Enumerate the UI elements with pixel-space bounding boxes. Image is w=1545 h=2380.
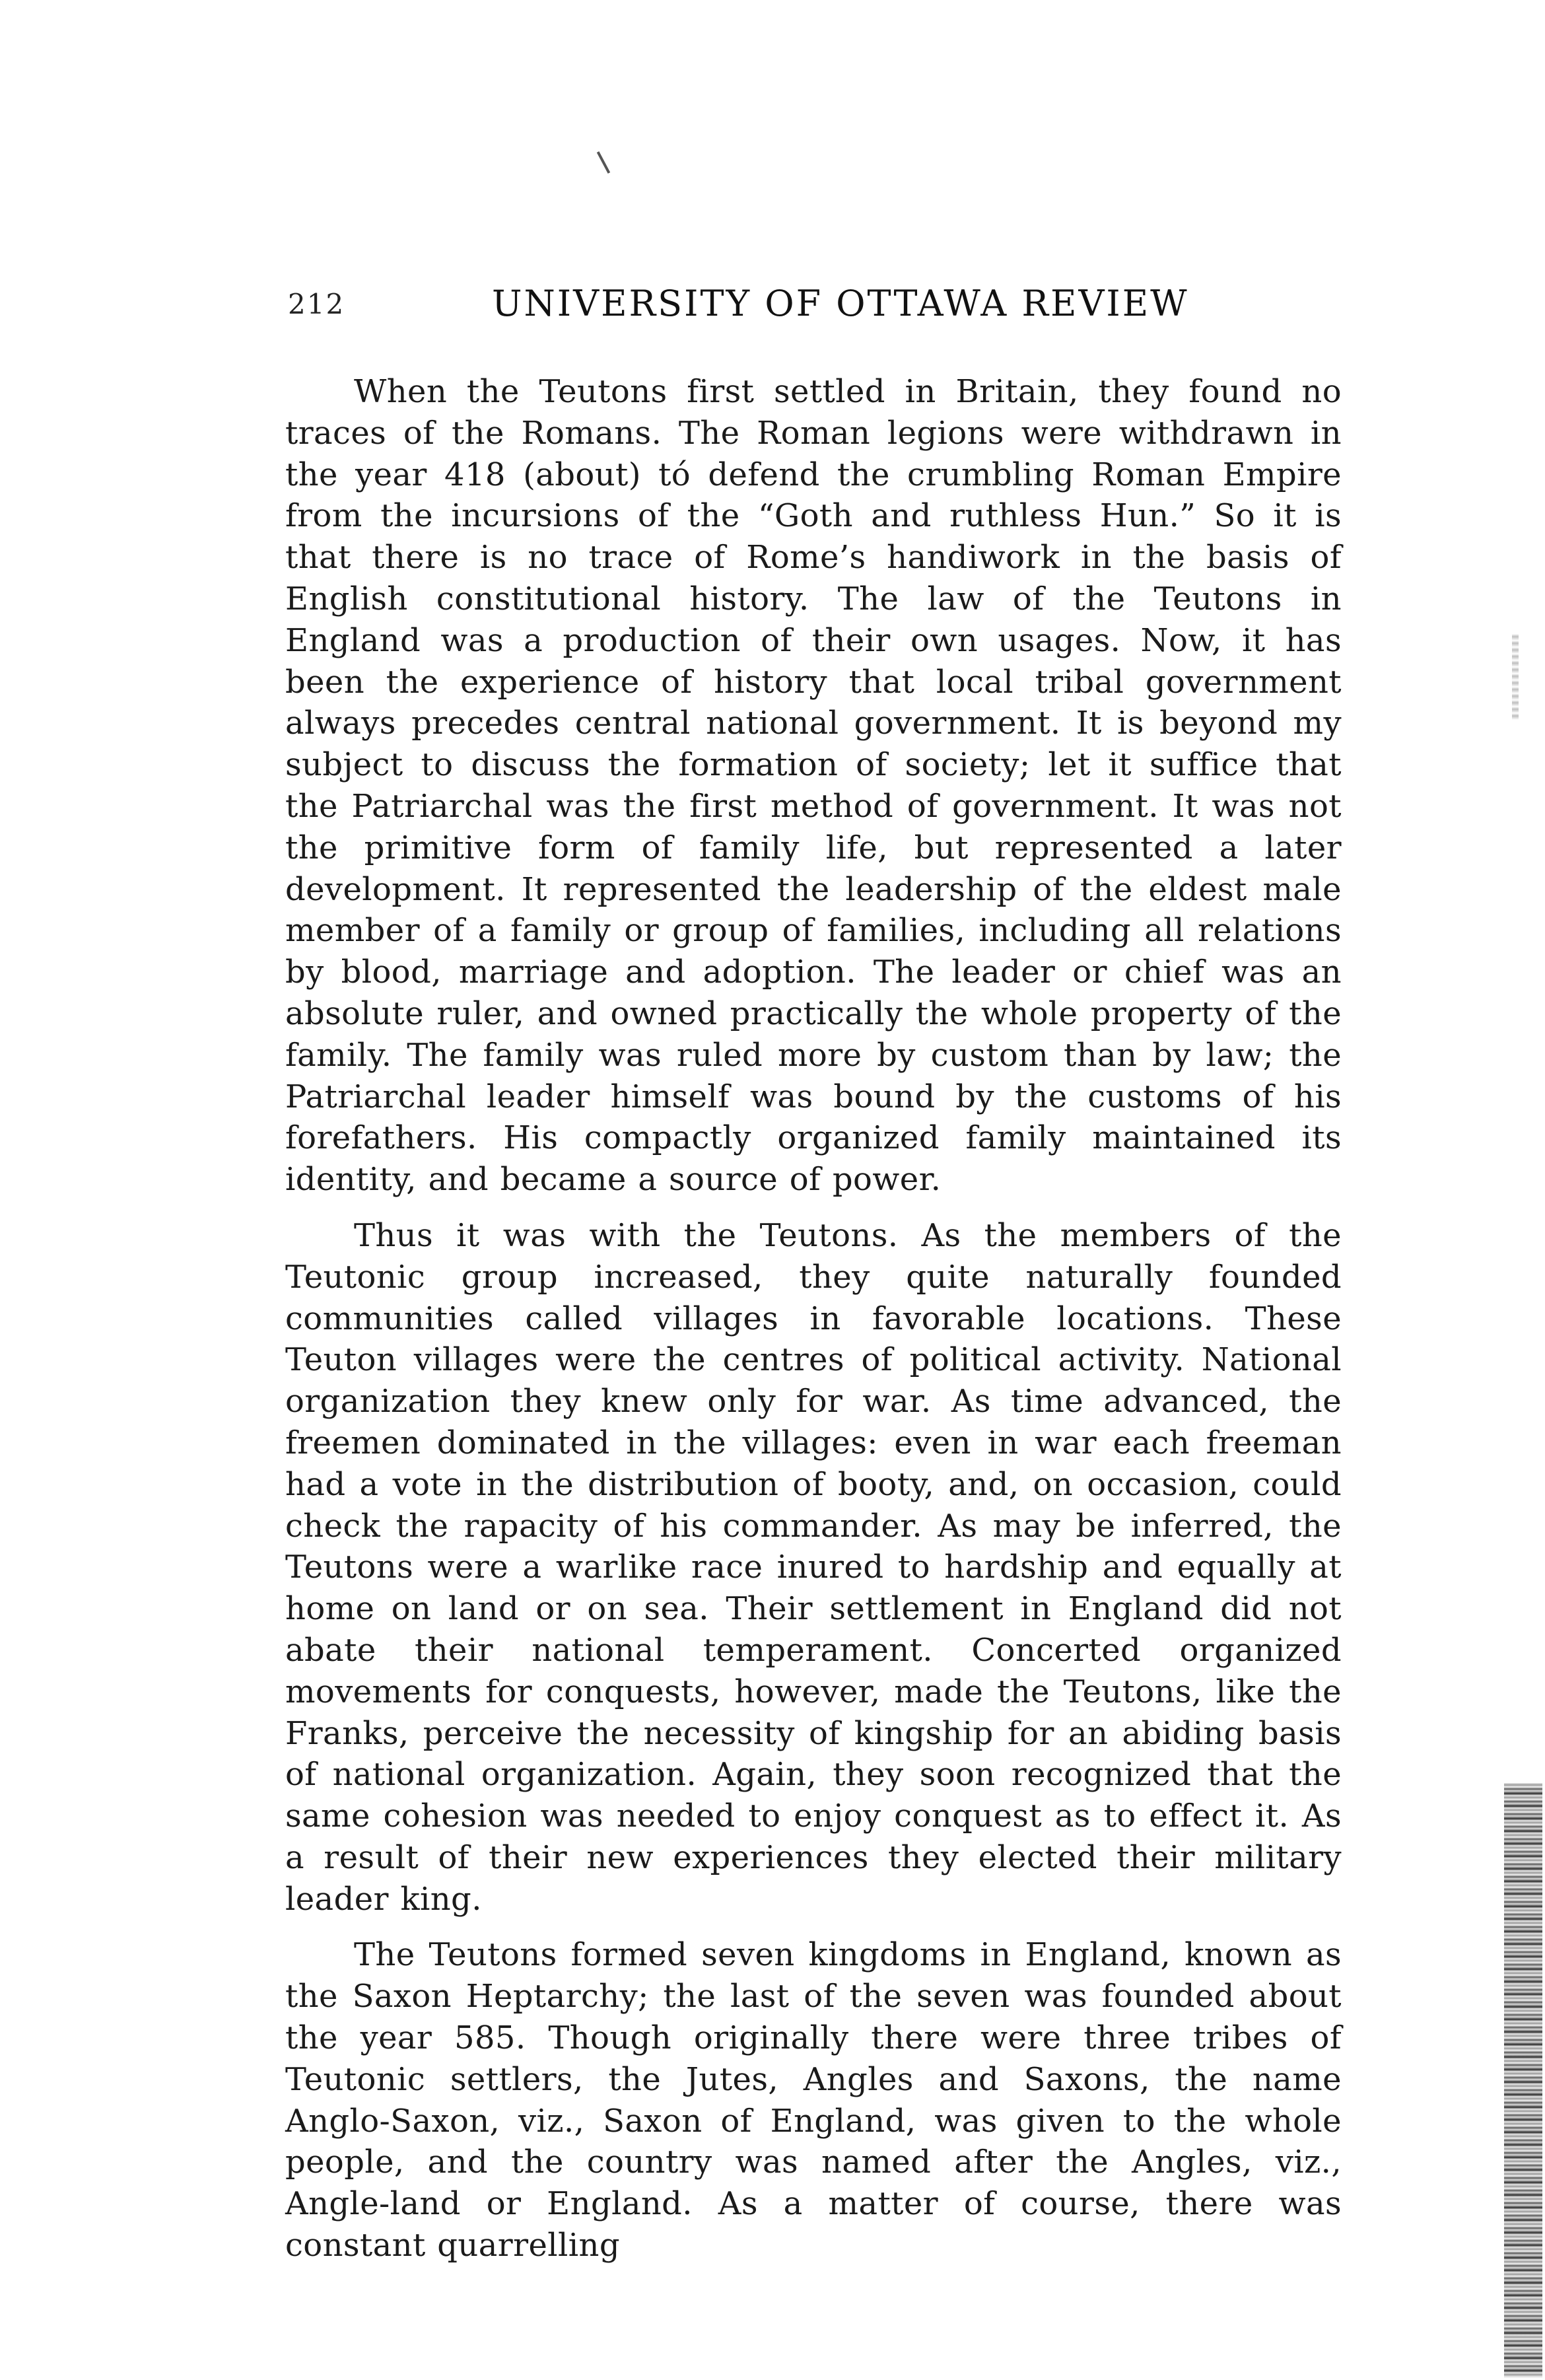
binding-edge-upper-artifact (1512, 634, 1519, 720)
paragraph-teutons-in-britain: When the Teutons first settled in Britain, they found no traces of the Romans. The Roman legions were withdrawn in the year 418 (about) tó defend the crumbling Roman Empire from the incursions of the “Goth and ruthless Hun.” So it is that there is no trace of Rome’s handiwork in the basis of English constitutional history. The law of the Teutons in England was a production of their own usages. Now, it has been the experience of history that local tribal government always precedes central national government. It is beyond my subject to discuss the formation of society; let it suffice that the Patriarchal was the first method of government. It was not the primitive form of family life, but represented a later development. It represented the leadership of the eldest male member of a family or group of families, including all relations by blood, marriage and adoption. The leader or chief was an absolute ruler, and owned practically the whole property of the family. The family was ruled more by custom than by law; the Patriarchal leader himself was bound by the customs of his forefathers. His compactly organized family maintained its identity, and became a source of power. (285, 373, 1342, 1199)
scan-artifact-mark (597, 151, 610, 174)
binding-edge-artifact (1504, 1783, 1542, 2377)
page-number: 212 (288, 288, 345, 320)
page-header (288, 277, 1344, 330)
paragraph-saxon-heptarchy: The Teutons formed seven kingdoms in England, known as the Saxon Heptarchy; the last of the seven was founded about the year 585. Though originally there were three tribes of Teutonic settlers, the Jutes, Angles and Saxons, the name Anglo-Saxon, viz., Saxon of England, was given to the whole people, and the country was named after the Angles, viz., Angle-land or England. As a matter of course, there was constant quarrelling (285, 1936, 1342, 2264)
paragraph-teutonic-villages: Thus it was with the Teutons. As the members of the Teutonic group increased, they quite naturally founded communities called villages in favorable locations. These Teuton villages were the centres of political activity. National organization they knew only for war. As time advanced, the freemen dominated in the villages: even in war each freeman had a vote in the distribution of booty, and, on occasion, could check the rapacity of his commander. As may be inferred, the Teutons were a warlike race inured to hardship and equally at home on land or on sea. Their settlement in England did not abate their national temperament. Concerted organized movements for conquests, however, made the Teutons, like the Franks, perceive the necessity of kingship for an abiding basis of national organization. Again, they soon recognized that the same cohesion was needed to enjoy conquest as to effect it. As a result of their new experiences they elected their military leader king. (285, 1216, 1342, 1918)
running-head-title: UNIVERSITY OF OTTAWA REVIEW (492, 283, 1189, 324)
body-text (285, 371, 1342, 2266)
